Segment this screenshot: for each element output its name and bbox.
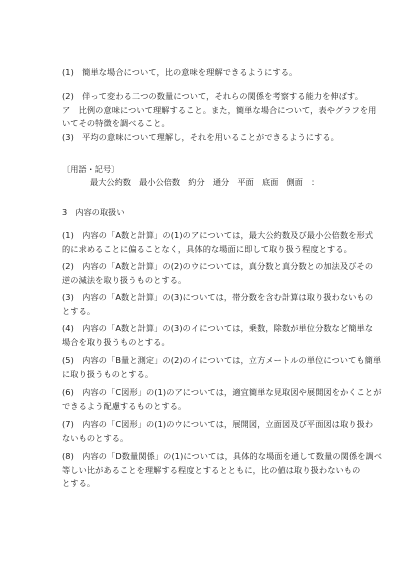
handling-line: に取り扱うものとする。 — [62, 368, 154, 379]
handling-line: (5) 内容の「B量と測定」の(2)のイについては，立方メートルの単位についても簡単 — [62, 355, 382, 365]
handling-item-8 — [62, 450, 383, 491]
handling-line: (4) 内容の「A数と計算」の(3)のイについては，乗数，除数が単位分数など簡単な — [62, 323, 374, 333]
handling-line: (3) 内容の「A数と計算」の(3)については，帯分数を含む計算は取り扱わないもの — [62, 292, 374, 302]
objective-1 — [62, 66, 362, 80]
handling-line: とする。 — [62, 305, 96, 316]
handling-item-7 — [62, 418, 374, 445]
objective-line: (1) 簡単な場合について，比の意味を理解できるようにする。 — [62, 67, 298, 77]
objective-line: (3) 平均の意味について理解し，それを用いることができるようにする。 — [62, 132, 339, 142]
handling-line: できるよう配慮するものとする。 — [62, 400, 187, 411]
handling-line: 的に求めることに偏ることなく，具体的な場面に即して取り扱う程度とする。 — [62, 243, 352, 254]
handling-line: 等しい比があることを理解する程度とするとともに，比の値は取り扱わないもの — [62, 464, 361, 475]
handling-line: とする。 — [62, 478, 96, 488]
handling-line: (8) 内容の「D数量関係」の(1)については，具体的な場面を通して数量の関係を調べ — [62, 451, 383, 461]
handling-line: 場合を取り扱うものとする。 — [62, 336, 170, 347]
objective-line: (2) 伴って変わる二つの数量について，それらの関係を考察する能力を伸ばす。 — [62, 91, 363, 101]
handling-line: ないものとする。 — [62, 432, 129, 443]
handling-item-6 — [62, 386, 382, 413]
handling-line: (6) 内容の「C図形」の(1)のアについては，適宜簡単な見取図や展開図をかくことが — [62, 387, 382, 397]
handling-item-4 — [62, 322, 374, 349]
handling-line: (1) 内容の「A数と計算」の(1)のアについては，最大公約数及び最小公倍数を形式 — [62, 230, 374, 240]
section-heading: 3 内容の取扱い — [62, 207, 125, 217]
handling-item-1 — [62, 229, 374, 256]
handling-line: (7) 内容の「C図形」の(1)のウについては，展開図，立面図及び平面図は取り扱わ — [62, 419, 374, 429]
handling-item-3 — [62, 291, 374, 318]
terms-list: 最大公約数 最小公倍数 約分 通分 平面 底面 側面 ： — [90, 177, 320, 187]
objective-2 — [62, 90, 377, 131]
terms-label: 〔用語・記号〕 — [62, 164, 120, 174]
objective-line: ア 比例の意味について理解すること。また，簡単な場合について，表やグラフを用 — [62, 104, 377, 115]
handling-line: 逆の減法を取り扱うものとする。 — [62, 274, 187, 285]
objective-line: いてその特徴を調べること。 — [62, 118, 170, 128]
handling-item-5 — [62, 354, 382, 381]
handling-line: (2) 内容の「A数と計算」の(2)のウについては，真分数と真分数との加法及びその — [62, 261, 374, 271]
handling-item-2 — [62, 260, 374, 287]
objective-3 — [62, 131, 362, 145]
